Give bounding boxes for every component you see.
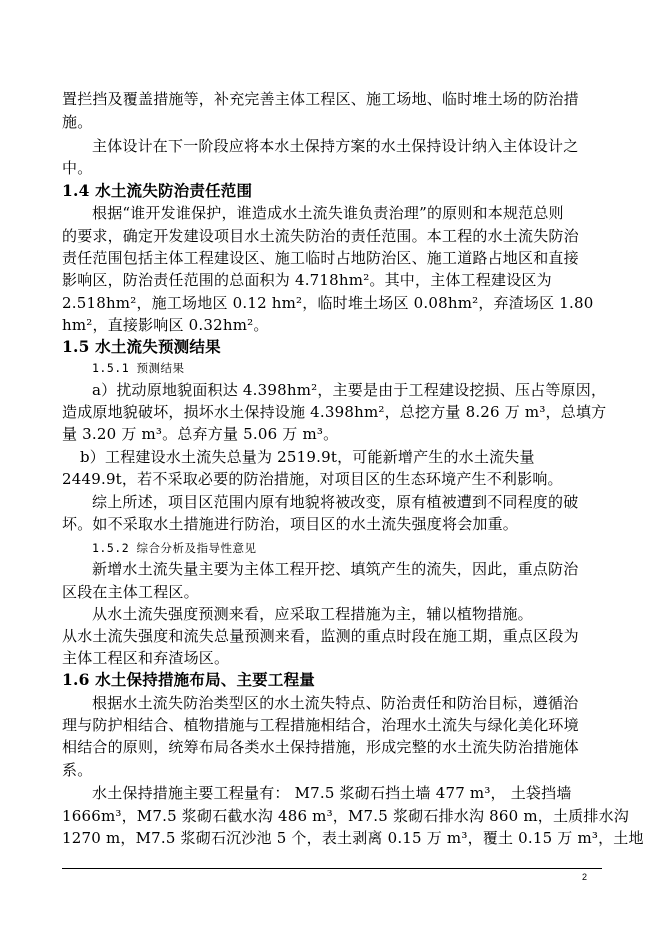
body-line: 影响区，防治责任范围的总面积为 4.718hm²。其中，主体工程建设区为	[62, 271, 552, 289]
section-heading-1-6: 1.6 水土保持措施布局、主要工程量	[62, 670, 315, 689]
body-line: 坏。如不采取水土措施进行防治，项目区的水土流失强度将会加重。	[62, 515, 519, 533]
body-line: 的要求，确定开发建设项目水土流失防治的责任范围。本工程的水土流失防治	[62, 227, 579, 245]
body-line: a）扰动原地貌面积达 4.398hm²，主要是由于工程建设挖损、压占等原因，	[92, 381, 607, 399]
body-line: b）工程建设水土流失总量为 2519.9t，可能新增产生的水土流失量	[80, 448, 535, 466]
body-line: 从水土流失强度和流失总量预测来看，监测的重点时段在施工期，重点区段为	[62, 627, 579, 645]
body-line: 主体工程区和弃渣场区。	[62, 649, 230, 667]
body-line: 造成原地貌破坏，损坏水土保持设施 4.398hm²，总挖方量 8.26 万 m³，总填方	[62, 403, 607, 421]
body-line: 2449.9t，若不采取必要的防治措施，对项目区的生态环境产生不利影响。	[62, 470, 563, 488]
body-line: 从水土流失强度预测来看，应采取工程措施为主，辅以植物措施。	[92, 605, 533, 623]
body-line: 根据水土流失防治类型区的水土流失特点、防治责任和防治目标，遵循治	[92, 694, 579, 712]
body-line: 1270 m，M7.5 浆砌石沉沙池 5 个，表土剥离 0.15 万 m³，覆土 0.15 万 m³，土地	[62, 829, 644, 847]
body-line: 量 3.20 万 m³。总弃方量 5.06 万 m³。	[62, 425, 339, 443]
body-line: 中。	[62, 159, 93, 177]
subsection-heading-1-5-2: 1.5.2 综合分析及指导性意见	[92, 541, 257, 555]
body-line: 区段在主体工程区。	[62, 583, 199, 601]
body-line: 根据“谁开发谁保护，谁造成水土流失谁负责治理”的原则和本规范总则	[92, 204, 564, 222]
page-number: 2	[582, 872, 588, 882]
body-line: 综上所述，项目区范围内原有地貌将被改变，原有植被遭到不同程度的破	[92, 493, 579, 511]
body-line: 2.518hm²，施工场地区 0.12 hm²，临时堆土场区 0.08hm²，弃渣场区 1.80	[62, 294, 594, 312]
body-line: 系。	[62, 761, 93, 779]
body-line: hm²，直接影响区 0.32hm²。	[62, 316, 269, 334]
subsection-heading-1-5-1: 1.5.1 预测结果	[92, 361, 185, 375]
body-line: 理与防护相结合、植物措施与工程措施相结合，治理水土流失与绿化美化环境	[62, 716, 579, 734]
body-line: 责任范围包括主体工程建设区、施工临时占地防治区、施工道路占地区和直接	[62, 249, 579, 267]
body-line: 1666m³，M7.5 浆砌石截水沟 486 m³，M7.5 浆砌石排水沟 860 m，土质排水沟	[62, 807, 629, 825]
body-line: 水土保持措施主要工程量有： M7.5 浆砌石挡土墙 477 m³， 土袋挡墙	[92, 784, 572, 802]
body-line: 新增水土流失量主要为主体工程开挖、填筑产生的流失，因此，重点防治	[92, 560, 579, 578]
footer-divider	[62, 868, 602, 869]
body-line: 主体设计在下一阶段应将本水土保持方案的水土保持设计纳入主体设计之	[92, 137, 579, 155]
section-heading-1-4: 1.4 水土流失防治责任范围	[62, 181, 253, 200]
body-line: 置拦挡及覆盖措施等，补充完善主体工程区、施工场地、临时堆土场的防治措	[62, 90, 579, 108]
section-heading-1-5: 1.5 水土流失预测结果	[62, 337, 221, 356]
body-line: 相结合的原则，统筹布局各类水土保持措施，形成完整的水土流失防治措施体	[62, 738, 579, 756]
body-line: 施。	[62, 113, 93, 131]
